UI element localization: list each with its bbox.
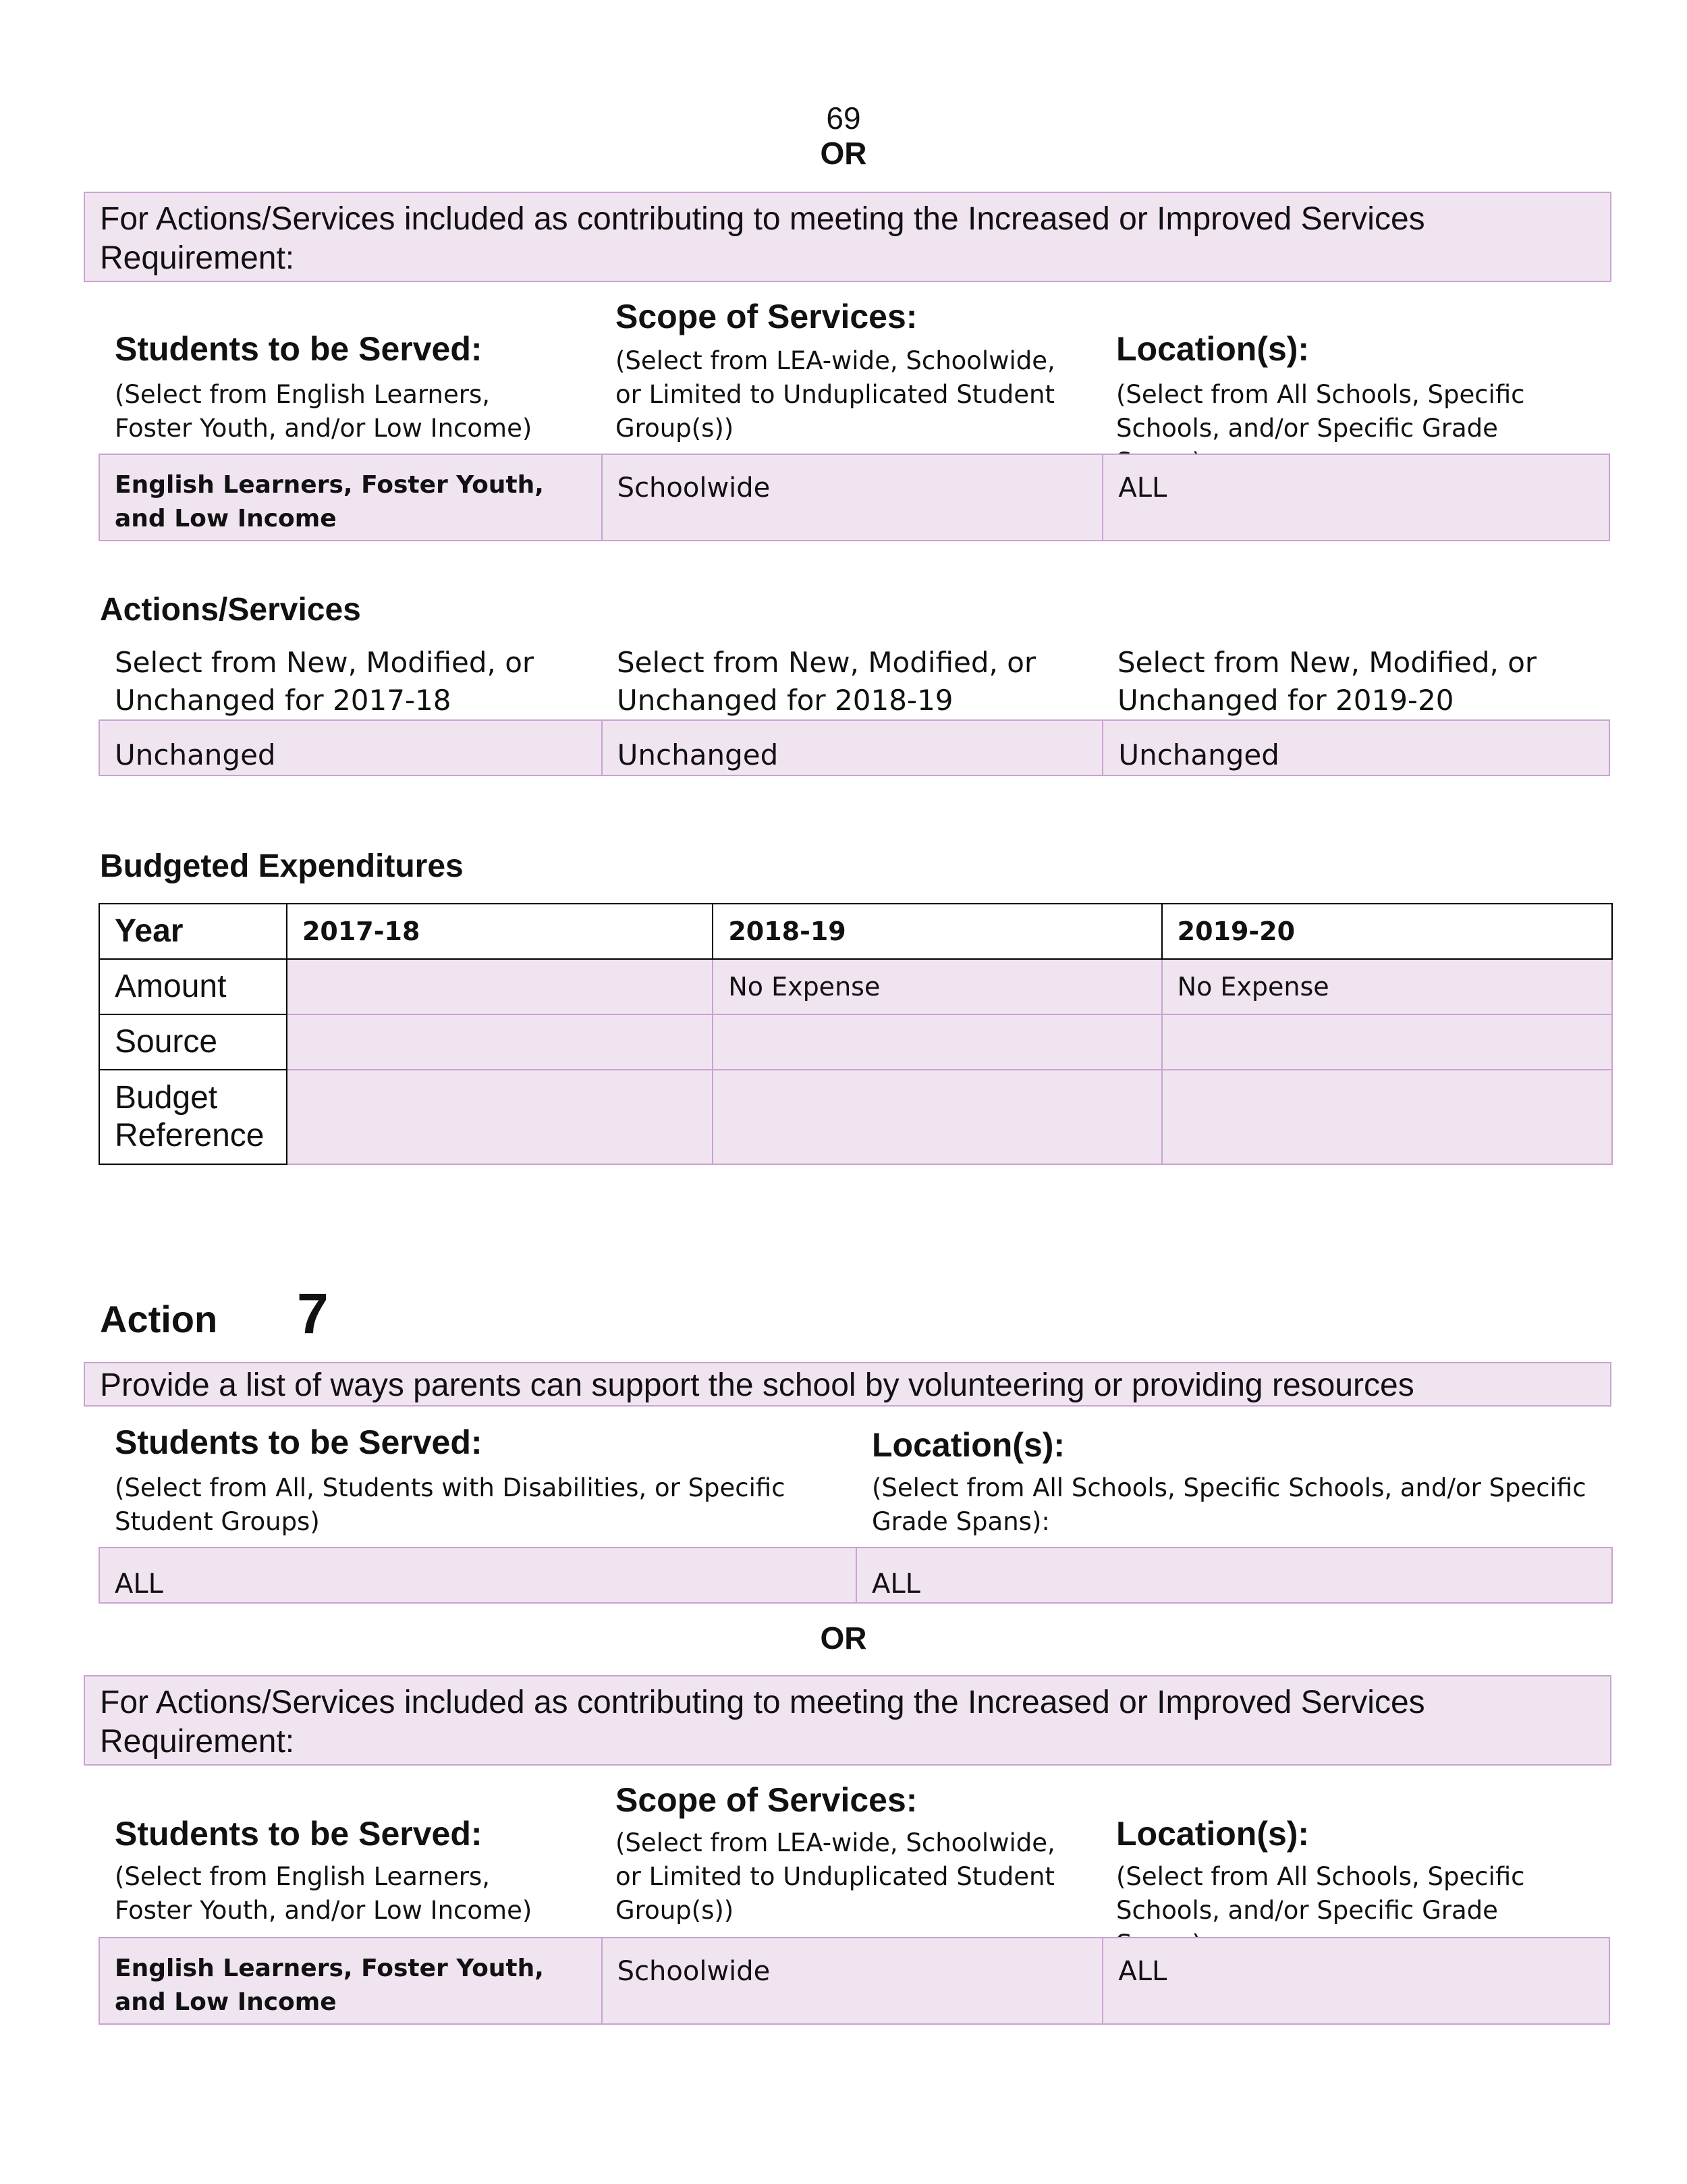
actions-col3-label: Select from New, Modified, or Unchanged for 2019-20 [1117, 646, 1537, 717]
budget-reference-cell [287, 1070, 713, 1164]
increased-services-banner: For Actions/Services included as contributing to meeting the Increased or Improved Services Requirement: [84, 192, 1611, 282]
location-header: Location(s): [872, 1426, 1066, 1464]
scope-value: Schoolwide [601, 455, 1103, 540]
amount-cell [287, 959, 713, 1014]
actions-services-title: Actions/Services [100, 592, 361, 628]
students-served-instructions: (Select from English Learners, Foster Youth, and/or Low Income) [115, 1862, 532, 1925]
action-description: Provide a list of ways parents can support the school by volunteering or providing resources [84, 1362, 1611, 1407]
amount-cell: No Expense [713, 959, 1161, 1014]
scope-value: Schoolwide [601, 1938, 1103, 2023]
amount-label: Amount [99, 959, 287, 1014]
or-divider: OR [820, 136, 867, 171]
budget-year-row [99, 904, 1612, 959]
budget-reference-cell [713, 1070, 1161, 1164]
page-number: 69 [826, 101, 861, 136]
action-label: Action [100, 1298, 218, 1340]
budget-title: Budgeted Expenditures [100, 848, 464, 884]
students-served-instructions: (Select from English Learners, Foster Youth, and/or Low Income) [115, 380, 532, 443]
budget-table [99, 903, 1613, 1165]
block2-values-row [99, 1937, 1610, 2025]
location-instructions: (Select from All Schools, Specific Schools, and/or Specific Grade [1116, 1862, 1525, 1925]
budget-source-row [99, 1014, 1612, 1070]
students-served-value: ALL [115, 1568, 163, 1600]
actions-col2-value: Unchanged [601, 721, 1103, 775]
amount-cell: No Expense [1162, 959, 1612, 1014]
location-value: ALL [1102, 455, 1609, 540]
source-cell [713, 1014, 1161, 1070]
actions-values-row [99, 719, 1610, 776]
year-cell: 2019-20 [1162, 904, 1612, 959]
scope-services-header: Scope of Services: [615, 1781, 918, 1819]
budget-reference-label: Budget Reference [99, 1070, 287, 1164]
source-cell [1162, 1014, 1612, 1070]
year-cell: 2017-18 [287, 904, 713, 959]
action-number: 7 [297, 1282, 329, 1345]
students-served-header: Students to be Served: [115, 1815, 482, 1853]
scope-services-instructions: (Select from LEA-wide, Schoolwide, or Limited to Unduplicated Student Group(s)) [615, 346, 1055, 443]
year-label: Year [99, 904, 287, 959]
location-instructions: (Select from All Schools, Specific Schools, and/or Specific Grade Spans): [872, 1473, 1586, 1536]
actions-col2-label: Select from New, Modified, or Unchanged for 2018-19 [617, 646, 1036, 717]
students-served-instructions: (Select from All, Students with Disabilities, or Specific Student Groups) [115, 1473, 785, 1536]
or-divider: OR [820, 1620, 867, 1656]
location-header: Location(s): [1116, 330, 1310, 368]
source-label: Source [99, 1014, 287, 1070]
source-cell [287, 1014, 713, 1070]
actions-col3-value: Unchanged [1102, 721, 1609, 775]
location-instructions: (Select from All Schools, Specific Schools, and/or Specific Grade [1116, 380, 1525, 443]
scope-services-instructions: (Select from LEA-wide, Schoolwide, or Limited to Unduplicated Student Group(s)) [615, 1828, 1055, 1925]
location-header: Location(s): [1116, 1815, 1310, 1853]
year-cell: 2018-19 [713, 904, 1161, 959]
block1-values-row [99, 454, 1610, 541]
actions-col1-value: Unchanged [115, 738, 276, 771]
students-served-header: Students to be Served: [115, 1423, 482, 1461]
location-value: ALL [1102, 1938, 1609, 2023]
budget-reference-row [99, 1070, 1612, 1164]
location-value: ALL [856, 1548, 1611, 1602]
scope-services-header: Scope of Services: [615, 298, 918, 335]
budget-reference-cell [1162, 1070, 1612, 1164]
students-served-value: English Learners, Foster Youth, and Low Income [115, 1955, 544, 2016]
increased-services-banner: For Actions/Services included as contributing to meeting the Increased or Improved Services Requirement: [84, 1675, 1611, 1766]
action7-values-row [99, 1547, 1613, 1604]
students-served-value: English Learners, Foster Youth, and Low Income [115, 471, 544, 533]
budget-amount-row [99, 959, 1612, 1014]
students-served-header: Students to be Served: [115, 330, 482, 368]
actions-col1-label: Select from New, Modified, or Unchanged for 2017-18 [115, 646, 534, 717]
